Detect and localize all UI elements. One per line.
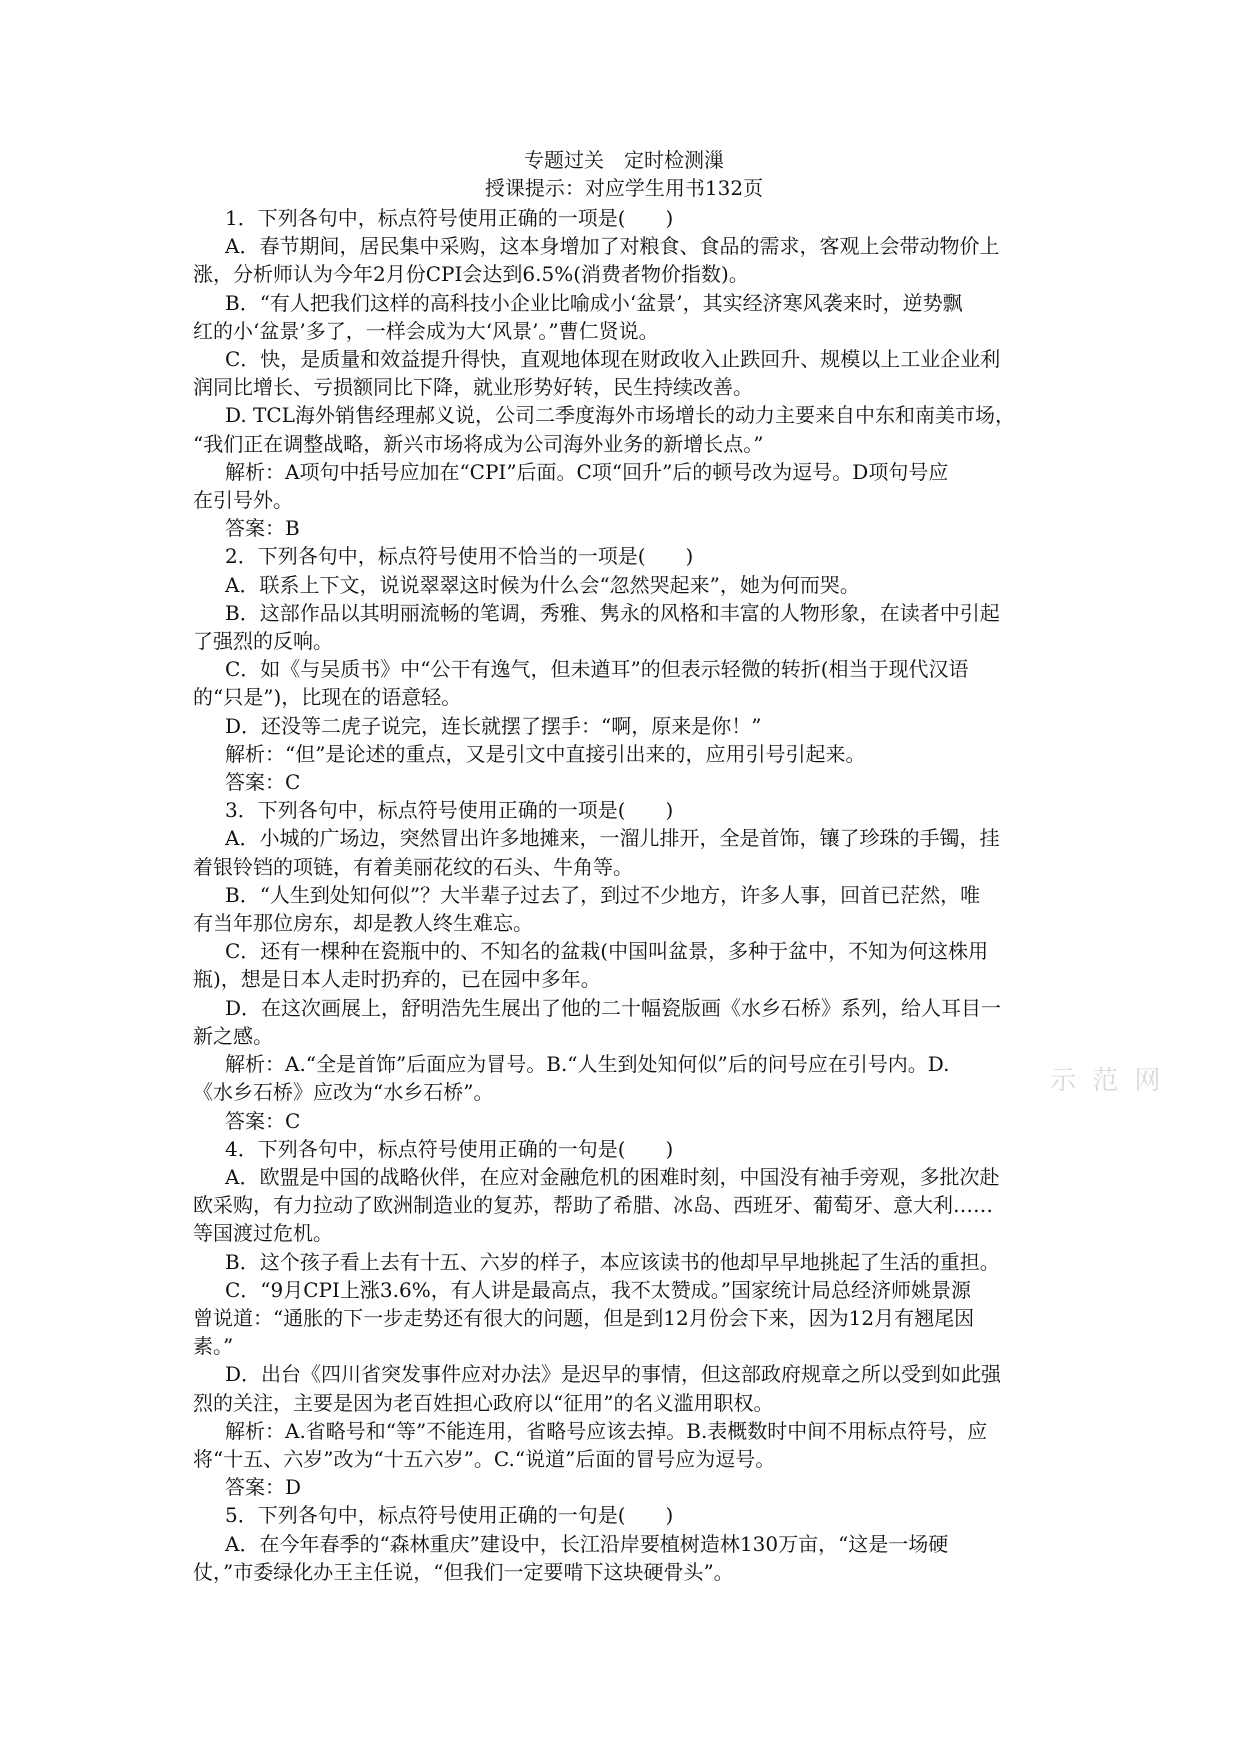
option-3c-cont: 瓶)，想是日本人走时扔弃的，已在园中多年。 [193, 967, 601, 992]
option-1d: D. TCL海外销售经理郝义说，公司二季度海外市场增长的动力主要来自中东和南美市场， [225, 403, 1015, 428]
option-4a: A．欧盟是中国的战略伙伴，在应对金融危机的困难时刻，中国没有袖手旁观，多批次赴 [225, 1164, 1000, 1189]
page-subtitle: 授课提示：对应学生用书132页 [484, 176, 764, 200]
option-3d: D．在这次画展上，舒明浩先生展出了他的二十幅瓷版画《水乡石桥》系列，给人耳目一 [225, 995, 1002, 1020]
option-2c: C．如《与吴质书》中“公干有逸气，但未遒耳”的但表示轻微的转折(相当于现代汉语 [225, 657, 969, 682]
analysis-3: 解析：A.“全是首饰”后面应为冒号。B.“人生到处知何似”后的问号应在引号内。D. [225, 1052, 950, 1077]
option-2b-cont: 了强烈的反响。 [193, 629, 333, 654]
question-4: 4．下列各句中，标点符号使用正确的一句是( ) [225, 1136, 674, 1161]
question-2: 2．下列各句中，标点符号使用不恰当的一项是( ) [225, 544, 694, 569]
option-2b: B．这部作品以其明丽流畅的笔调，秀雅、隽永的风格和丰富的人物形象，在读者中引起 [225, 600, 1000, 625]
option-4c-cont-2: 素。” [193, 1334, 234, 1359]
question-5: 5．下列各句中，标点符号使用正确的一句是( ) [225, 1503, 674, 1528]
question-3: 3．下列各句中，标点符号使用正确的一项是( ) [225, 798, 674, 823]
analysis-2: 解析：“但”是论述的重点，又是引文中直接引出来的，应用引号引起来。 [225, 741, 866, 766]
option-2a: A．联系上下文，说说翠翠这时候为什么会“忽然哭起来”，她为何而哭。 [225, 572, 860, 597]
answer-1: 答案：B [225, 516, 300, 541]
option-4b: B．这个孩子看上去有十五、六岁的样子，本应该读书的他却早早地挑起了生活的重担。 [225, 1249, 1000, 1274]
option-4a-cont-2: 等国渡过危机。 [193, 1221, 333, 1246]
analysis-1-cont: 在引号外。 [193, 488, 293, 513]
option-3c: C．还有一棵种在瓷瓶中的、不知名的盆栽(中国叫盆景，多种于盆中，不知为何这株用 [225, 939, 989, 964]
option-5a: A．在今年春季的“森林重庆”建设中，长江沿岸要植树造林130万亩，“这是一场硬 [225, 1531, 949, 1556]
question-1: 1．下列各句中，标点符号使用正确的一项是( ) [225, 206, 674, 230]
document-page [193, 146, 1055, 1586]
analysis-4: 解析：A.省略号和“等”不能连用，省略号应该去掉。B.表概数时中间不用标点符号，应 [225, 1418, 988, 1443]
option-4d-cont: 烈的关注，主要是因为老百姓担心政府以“征用”的名义滥用职权。 [193, 1390, 774, 1415]
analysis-4-cont: 将“十五、六岁”改为“十五六岁”。C.“说道”后面的冒号应为逗号。 [193, 1446, 776, 1471]
answer-4: 答案：D [225, 1475, 302, 1500]
answer-2: 答案：C [225, 770, 301, 795]
option-3d-cont: 新之感。 [193, 1023, 273, 1048]
analysis-3-cont: 《水乡石桥》应改为“水乡石桥”。 [193, 1080, 494, 1105]
option-1d-cont: “我们正在调整战略，新兴市场将成为公司海外业务的新增长点。” [193, 431, 764, 456]
option-4c: C．“9月CPI上涨3.6%，有人讲是最高点，我不太赞成。”国家统计局总经济师姚景源 [225, 1277, 971, 1302]
option-3a: A．小城的广场边，突然冒出许多地摊来，一溜儿排开，全是首饰，镶了珍珠的手镯，挂 [225, 826, 1000, 851]
option-1b: B．“有人把我们这样的高科技小企业比喻成小‘盆景’，其实经济寒风袭来时，逆势飘 [225, 290, 963, 315]
option-5a-cont: 仗，”市委绿化办王主任说，“但我们一定要啃下这块硬骨头”。 [193, 1559, 734, 1584]
option-1c: C．快，是质量和效益提升得快，直观地体现在财政收入止跌回升、规模以上工业企业利 [225, 347, 1001, 372]
page-title: 专题过关 定时检测漅 [524, 148, 724, 172]
option-1c-cont: 润同比增长、亏损额同比下降，就业形势好转，民生持续改善。 [193, 375, 753, 400]
option-3a-cont: 着银铃铛的项链，有着美丽花纹的石头、牛角等。 [193, 854, 633, 879]
option-2c-cont: 的“只是”)，比现在的语意轻。 [193, 685, 462, 710]
option-2d: D．还没等二虎子说完，连长就摆了摆手：“啊，原来是你！” [225, 713, 762, 738]
option-3b-cont: 有当年那位房东，却是教人终生难忘。 [193, 911, 533, 936]
option-4a-cont-1: 欧采购，有力拉动了欧洲制造业的复苏，帮助了希腊、冰岛、西班牙、葡萄牙、意大利…… [193, 1193, 993, 1218]
option-4c-cont-1: 曾说道：“通胀的下一步走势还有很大的问题，但是到12月份会下来，因为12月有翘尾因 [193, 1305, 975, 1330]
option-1a-cont: 涨，分析师认为今年2月份CPI会达到6.5%(消费者物价指数)。 [193, 262, 749, 287]
option-1b-cont: 红的小‘盆景’多了，一样会成为大‘风景’。”曹仁贤说。 [193, 318, 659, 343]
option-4d: D．出台《四川省突发事件应对办法》是迟早的事情，但这部政府规章之所以受到如此强 [225, 1362, 1002, 1387]
watermark: 示 范 网 [1050, 1066, 1165, 1096]
answer-3: 答案：C [225, 1108, 301, 1133]
analysis-1: 解析：A项句中括号应加在“CPI”后面。C项“回升”后的顿号改为逗号。D项句号应 [225, 459, 949, 484]
option-3b: B．“人生到处知何似”？大半辈子过去了，到过不少地方，许多人事，回首已茫然，唯 [225, 882, 981, 907]
option-1a: A．春节期间，居民集中采购，这本身增加了对粮食、食品的需求，客观上会带动物价上 [225, 234, 1000, 259]
